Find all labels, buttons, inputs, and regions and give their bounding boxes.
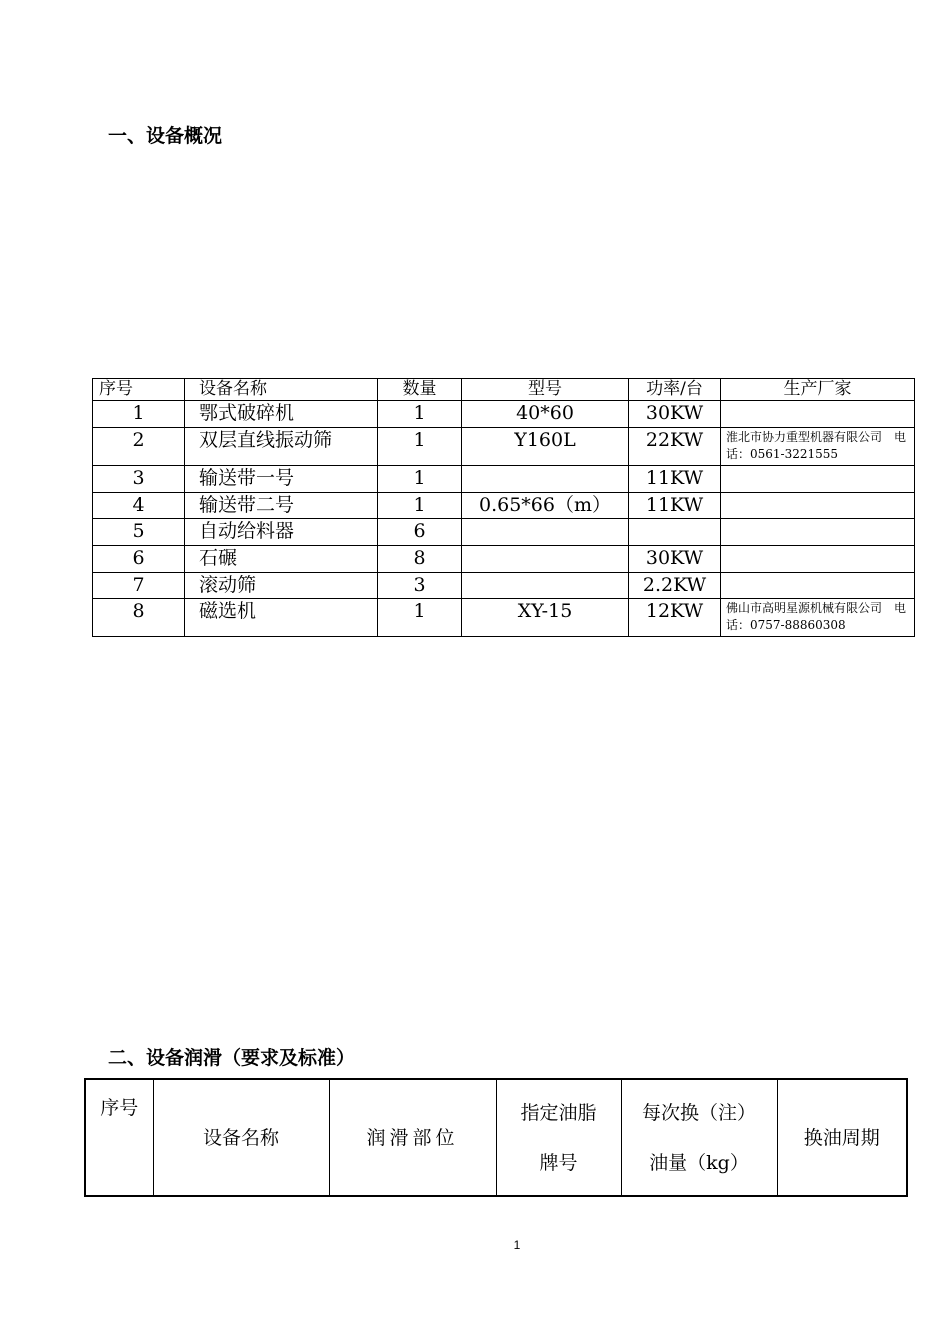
lube-header-cycle: 换油周期 [777,1079,907,1196]
cell-name: 自动给料器 [185,519,378,546]
cell-power: 12KW [629,599,721,637]
cell-model: 40*60 [462,401,629,428]
cell-maker [721,493,915,519]
cell-no: 3 [93,466,185,493]
cell-maker [721,466,915,493]
table-row [93,493,915,519]
header-model: 型号 [462,379,629,401]
cell-qty: 8 [378,546,462,573]
cell-maker [721,401,915,428]
cell-qty: 1 [378,599,462,637]
lubrication-table [84,1078,908,1197]
lube-header-no: 序号 [85,1079,153,1196]
cell-model [462,466,629,493]
cell-name: 滚动筛 [185,573,378,599]
header-name: 设备名称 [185,379,378,401]
cell-no: 6 [93,546,185,573]
section-2-title: 二、设备润滑（要求及标准） [108,1047,356,1069]
cell-maker: 淮北市协力重型机器有限公司 电话：0561-3221555 [721,428,915,466]
equipment-table [92,378,915,637]
cell-no: 1 [93,401,185,428]
cell-no: 2 [93,428,185,466]
table-row [93,466,915,493]
cell-power: 30KW [629,546,721,573]
cell-model [462,546,629,573]
cell-name: 鄂式破碎机 [185,401,378,428]
table-row [93,428,915,466]
cell-qty: 6 [378,519,462,546]
header-qty: 数量 [378,379,462,401]
cell-qty: 1 [378,428,462,466]
cell-name: 输送带一号 [185,466,378,493]
cell-power: 22KW [629,428,721,466]
cell-model: 0.65*66（m） [462,493,629,519]
lube-header-grease [496,1079,621,1196]
table-row [93,573,915,599]
table-row [93,519,915,546]
cell-model [462,573,629,599]
cell-qty: 1 [378,466,462,493]
cell-no: 7 [93,573,185,599]
lube-header-part: 润滑部位 [329,1079,496,1196]
cell-qty: 1 [378,493,462,519]
cell-model [462,519,629,546]
cell-name: 输送带二号 [185,493,378,519]
cell-name: 磁选机 [185,599,378,637]
lube-header-amount [621,1079,777,1196]
cell-no: 4 [93,493,185,519]
section-1-title: 一、设备概况 [108,125,223,147]
cell-qty: 1 [378,401,462,428]
lube-header-grease-line1: 指定油脂 [520,1101,597,1124]
cell-maker: 佛山市高明星源机械有限公司 电话：0757-88860308 [721,599,915,637]
cell-qty: 3 [378,573,462,599]
lube-header-amount-line1: 每次换（注） [641,1101,756,1124]
lube-header-grease-line2: 牌号 [539,1151,578,1174]
cell-name: 石碾 [185,546,378,573]
header-power: 功率/台 [629,379,721,401]
table-header-row [93,379,915,401]
cell-power: 30KW [629,401,721,428]
cell-power [629,519,721,546]
cell-name: 双层直线振动筛 [185,428,378,466]
cell-model: XY-15 [462,599,629,637]
lubrication-header-row [85,1079,907,1196]
cell-maker [721,573,915,599]
cell-no: 8 [93,599,185,637]
table-row [93,599,915,637]
page-number: 1 [513,1238,521,1252]
cell-maker [721,519,915,546]
header-no: 序号 [93,379,185,401]
table-row [93,546,915,573]
cell-power: 11KW [629,493,721,519]
lube-header-amount-line2: 油量（kg） [649,1151,749,1174]
cell-power: 11KW [629,466,721,493]
cell-maker [721,546,915,573]
header-maker: 生产厂家 [721,379,915,401]
cell-model: Y160L [462,428,629,466]
table-row [93,401,915,428]
cell-power: 2.2KW [629,573,721,599]
lube-header-name: 设备名称 [153,1079,329,1196]
cell-no: 5 [93,519,185,546]
